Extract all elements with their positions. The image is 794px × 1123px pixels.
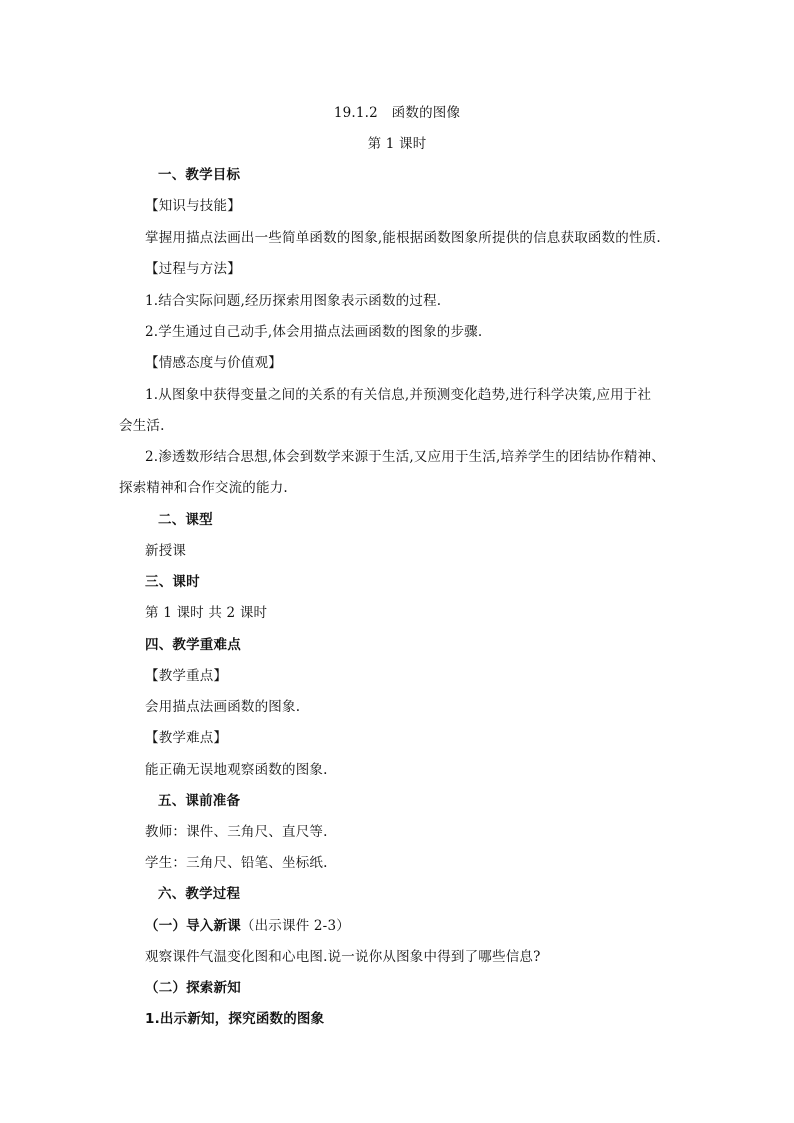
difficult-text: 能正确无误地观察函数的图象. (145, 762, 328, 778)
emotion-label: 【情感态度与价值观】 (145, 355, 282, 371)
knowledge-text: 掌握用描点法画出一些简单函数的图象,能根据函数图象所提供的信息获取函数的性质. (145, 230, 661, 246)
type-text: 新授课 (145, 543, 187, 559)
difficult-label: 【教学难点】 (145, 730, 228, 746)
type-heading: 二、课型 (158, 512, 213, 528)
prep-teacher: 教师：课件、三角尺、直尺等. (145, 824, 328, 840)
hours-text: 第 1 课时 共 2 课时 (145, 605, 268, 621)
process-heading: 六、教学过程 (158, 886, 241, 902)
hours-heading: 三、课时 (145, 574, 200, 590)
knowledge-label: 【知识与技能】 (145, 198, 241, 214)
explore-heading: （二）探索新知 (145, 980, 241, 996)
keypoints-heading: 四、教学重难点 (145, 637, 241, 653)
process-label: 【过程与方法】 (145, 261, 241, 277)
objectives-heading: 一、教学目标 (158, 167, 241, 183)
emotion-item-2-line1: 2.渗透数形结合思想,体会到数学来源于生活,又应用于生活,培养学生的团结协作精神、 (145, 449, 665, 465)
lesson-title: 19.1.2 函数的图像 (333, 105, 461, 121)
key-label: 【教学重点】 (145, 668, 228, 684)
intro-note: （出示课件 2-3） (240, 918, 350, 934)
prep-student: 学生：三角尺、铅笔、坐标纸. (145, 855, 328, 871)
intro-row (145, 917, 350, 935)
process-item-1: 1.结合实际问题,经历探索用图象表示函数的过程. (145, 293, 442, 309)
lesson-subtitle: 第 1 课时 (367, 136, 427, 152)
emotion-item-2-line2: 探索精神和合作交流的能力. (119, 480, 288, 496)
prep-heading: 五、课前准备 (158, 793, 241, 809)
key-text: 会用描点法画函数的图象. (145, 699, 301, 715)
emotion-item-1-line1: 1.从图象中获得变量之间的关系的有关信息,并预测变化趋势,进行科学决策,应用于社 (145, 387, 652, 403)
emotion-item-1-line2: 会生活. (119, 418, 165, 434)
process-item-2: 2.学生通过自己动手,体会用描点法画函数的图象的步骤. (145, 324, 483, 340)
intro-text: 观察课件气温变化图和心电图.说一说你从图象中得到了哪些信息? (145, 949, 541, 965)
intro-heading: （一）导入新课 (145, 918, 241, 934)
explore-subheading: 1.出示新知，探究函数的图象 (145, 1011, 325, 1027)
